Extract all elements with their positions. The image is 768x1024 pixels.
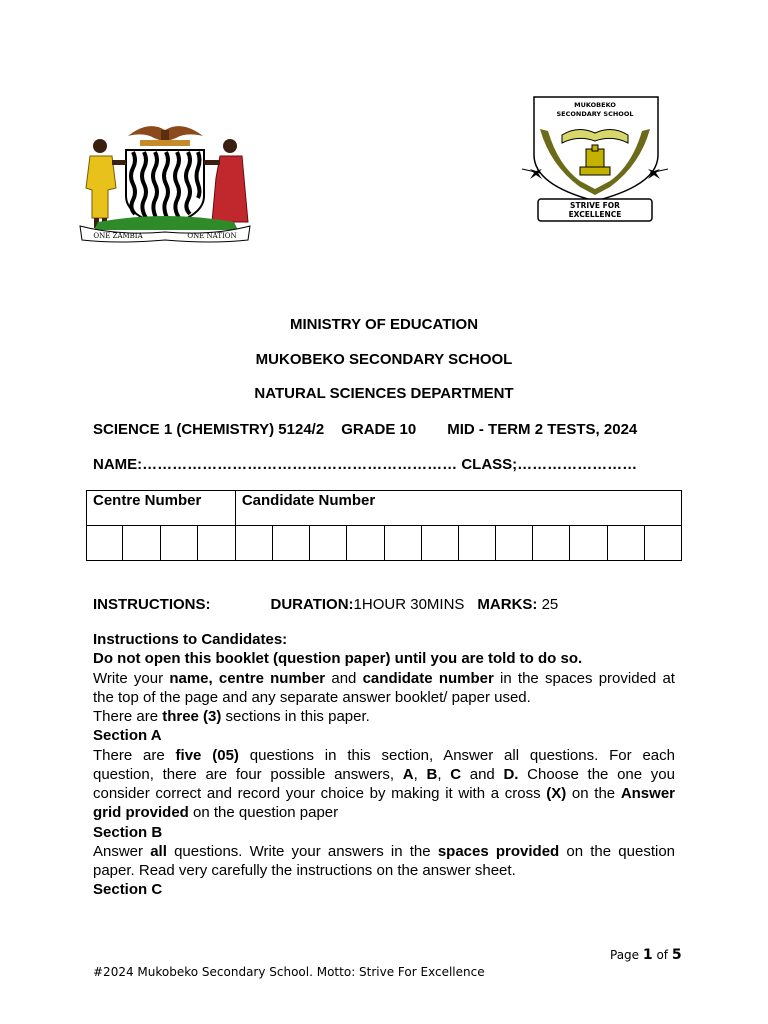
school-motto-line2: EXCELLENCE [568, 210, 622, 219]
candidate-number-box[interactable] [384, 526, 421, 561]
page-number: Page 1 of 5 [610, 947, 682, 963]
section-b-line2: paper. Read very carefully the instructions on the answer sheet. [93, 862, 516, 879]
coat-of-arms-logo [78, 118, 253, 244]
centre-number-box[interactable] [160, 526, 197, 561]
school-logo-name-line1: MUKOBEKO [574, 101, 616, 109]
number-table [86, 490, 682, 561]
centre-number-header: Centre Number [87, 491, 236, 526]
marks-value: 25 [541, 596, 559, 613]
name-class-line [93, 456, 637, 473]
candidate-number-box[interactable] [347, 526, 384, 561]
section-a-line3: consider correct and record your choice by making it with a cross (X) on the Answer [93, 785, 675, 802]
name-field[interactable]: NAME:……………………………………………………… [93, 456, 458, 473]
candidate-number-header: Candidate Number [235, 491, 681, 526]
marks-label: MARKS: [477, 596, 538, 613]
section-b-line1: Answer all questions. Write your answers in the spaces provided on the question [93, 843, 676, 860]
coat-banner-left: ONE ZAMBIA [93, 232, 143, 240]
school-title: MUKOBEKO SECONDARY SCHOOL [255, 351, 513, 368]
class-field[interactable]: CLASS;…………………… [461, 456, 638, 473]
sections-count-line: There are three (3) sections in this paper. [93, 708, 370, 725]
school-logo [520, 95, 670, 223]
candidate-number-box[interactable] [421, 526, 458, 561]
instructions-line [93, 596, 558, 613]
candidate-number-box[interactable] [533, 526, 570, 561]
section-c-title: Section C [93, 881, 163, 898]
centre-number-box[interactable] [87, 526, 123, 561]
exam-grade: GRADE 10 [341, 421, 417, 438]
coat-banner-right: ONE NATION [187, 232, 237, 240]
candidate-number-box[interactable] [310, 526, 347, 561]
department-title: NATURAL SCIENCES DEPARTMENT [254, 385, 514, 402]
exam-subject: SCIENCE 1 (CHEMISTRY) 5124/2 [93, 421, 325, 438]
candidate-number-box[interactable] [235, 526, 272, 561]
section-a-line4: grid provided on the question paper [93, 804, 339, 821]
section-a-title: Section A [93, 727, 162, 744]
write-details-line1: Write your name, centre number and candidate number in the spaces provided at [93, 670, 675, 687]
candidate-number-box[interactable] [458, 526, 495, 561]
do-not-open-warning: Do not open this booklet (question paper) until you are told to do so. [93, 650, 583, 667]
centre-number-box[interactable] [198, 526, 235, 561]
exam-test: MID - TERM 2 TESTS, 2024 [447, 421, 638, 438]
section-a-line2: question, there are four possible answers, A, B, C and D. Choose the one you [93, 766, 675, 783]
school-motto-line1: STRIVE FOR [570, 201, 620, 210]
write-details-line2: the top of the page and any separate answer booklet/ paper used. [93, 689, 531, 706]
instructions-label: INSTRUCTIONS: [93, 596, 211, 613]
footer-copyright: #2024 Mukobeko Secondary School. Motto: Strive For Excellence [93, 965, 485, 979]
duration-value: 1HOUR 30MINS [353, 596, 465, 613]
instructions-heading: Instructions to Candidates: [93, 631, 288, 648]
candidate-number-box[interactable] [644, 526, 681, 561]
candidate-number-box[interactable] [570, 526, 607, 561]
candidate-number-box[interactable] [496, 526, 533, 561]
school-logo-name-line2: SECONDARY SCHOOL [556, 110, 634, 118]
section-a-line1: There are five (05) questions in this section, Answer all questions. For each [93, 747, 675, 764]
centre-number-box[interactable] [123, 526, 160, 561]
duration-label: DURATION: [270, 596, 354, 613]
exam-line [93, 421, 637, 438]
candidate-number-box[interactable] [607, 526, 644, 561]
ministry-title: MINISTRY OF EDUCATION [289, 316, 479, 333]
candidate-number-box[interactable] [273, 526, 310, 561]
section-b-title: Section B [93, 824, 163, 841]
